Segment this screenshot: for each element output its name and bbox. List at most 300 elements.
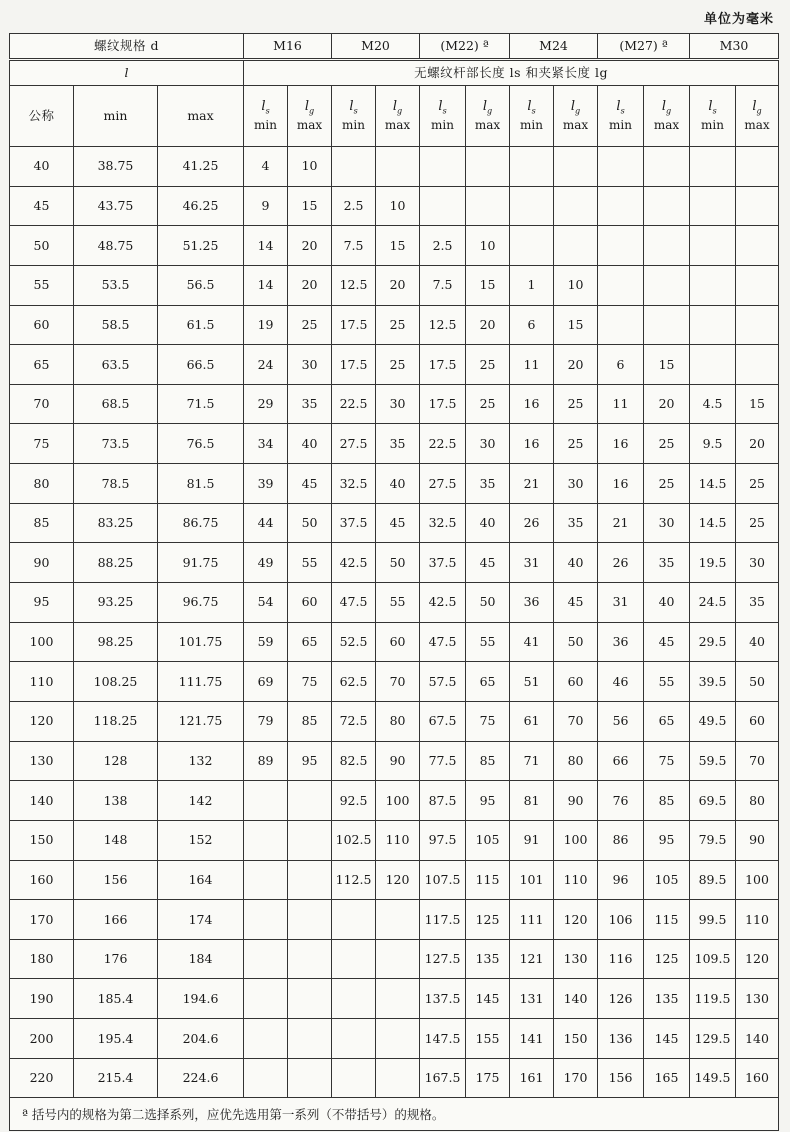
table-cell: 80 (554, 741, 598, 781)
table-cell: 51.25 (158, 226, 244, 266)
table-cell: 34 (244, 424, 288, 464)
min-header: min (74, 86, 158, 147)
table-cell: 195.4 (74, 1019, 158, 1059)
table-cell (466, 186, 510, 226)
limit-label: min (254, 117, 277, 132)
table-cell (288, 900, 332, 940)
table-cell (420, 147, 466, 187)
table-cell (644, 186, 690, 226)
table-cell: 9.5 (690, 424, 736, 464)
table-cell (244, 860, 288, 900)
table-cell: 30 (736, 543, 779, 583)
table-cell: 111 (510, 900, 554, 940)
table-cell: 15 (288, 186, 332, 226)
table-cell: 140 (10, 781, 74, 821)
table-cell: 69.5 (690, 781, 736, 821)
table-cell (376, 939, 420, 979)
length-symbol: $l_s$ (708, 99, 717, 116)
table-cell (644, 226, 690, 266)
table-cell: 100 (554, 820, 598, 860)
table-cell: 83.25 (74, 503, 158, 543)
table-cell: 127.5 (420, 939, 466, 979)
table-cell: 42.5 (420, 583, 466, 623)
table-cell: 147.5 (420, 1019, 466, 1059)
table-cell: 54 (244, 583, 288, 623)
table-cell: 71 (510, 741, 554, 781)
table-cell: 96.75 (158, 583, 244, 623)
table-cell: 58.5 (74, 305, 158, 345)
table-row (10, 583, 779, 623)
table-cell: 101.75 (158, 622, 244, 662)
table-cell: 135 (466, 939, 510, 979)
table-cell: 45 (10, 186, 74, 226)
table-cell: 98.25 (74, 622, 158, 662)
limit-label: max (653, 117, 680, 132)
table-cell: 60 (288, 583, 332, 623)
table-cell: 150 (10, 820, 74, 860)
table-cell: 109.5 (690, 939, 736, 979)
table-cell (690, 265, 736, 305)
table-cell: 90 (554, 781, 598, 821)
table-cell: 204.6 (158, 1019, 244, 1059)
table-cell (554, 147, 598, 187)
table-cell: 65 (10, 345, 74, 385)
table-cell: 95 (288, 741, 332, 781)
table-cell: 75 (10, 424, 74, 464)
table-cell: 65 (644, 701, 690, 741)
table-cell: 27.5 (332, 424, 376, 464)
table-cell: 70 (736, 741, 779, 781)
table-cell: 15 (554, 305, 598, 345)
table-cell (332, 939, 376, 979)
table-cell: 16 (510, 424, 554, 464)
table-cell: 149.5 (690, 1058, 736, 1098)
table-cell: 80 (10, 464, 74, 504)
table-cell (332, 900, 376, 940)
table-cell: 17.5 (420, 384, 466, 424)
table-cell (332, 1019, 376, 1059)
lg-max-header (736, 86, 779, 147)
table-cell: 40 (466, 503, 510, 543)
table-cell: 152 (158, 820, 244, 860)
table-cell (736, 226, 779, 266)
limit-label: max (296, 117, 323, 132)
table-cell: 53.5 (74, 265, 158, 305)
table-cell: 121.75 (158, 701, 244, 741)
table-cell: 51 (510, 662, 554, 702)
table-cell: 100 (10, 622, 74, 662)
table-cell: 26 (510, 503, 554, 543)
table-cell: 140 (736, 1019, 779, 1059)
table-row (10, 503, 779, 543)
table-cell: 26 (598, 543, 644, 583)
table-cell: 160 (10, 860, 74, 900)
table-cell: 111.75 (158, 662, 244, 702)
table-cell: 60 (376, 622, 420, 662)
table-cell (554, 226, 598, 266)
table-cell: 55 (644, 662, 690, 702)
footnote-row (10, 1098, 779, 1131)
table-cell: 95 (466, 781, 510, 821)
table-row (10, 186, 779, 226)
table-cell (598, 305, 644, 345)
table-cell: 80 (736, 781, 779, 821)
table-row (10, 900, 779, 940)
table-cell: 141 (510, 1019, 554, 1059)
table-cell: 61 (510, 701, 554, 741)
table-cell (244, 900, 288, 940)
table-cell: 194.6 (158, 979, 244, 1019)
table-cell: 16 (510, 384, 554, 424)
ls-min-header (332, 86, 376, 147)
table-cell: 63.5 (74, 345, 158, 385)
table-cell: 107.5 (420, 860, 466, 900)
table-row (10, 1058, 779, 1098)
table-cell: 120 (554, 900, 598, 940)
table-cell: 17.5 (332, 305, 376, 345)
table-cell: 96 (598, 860, 644, 900)
table-cell: 25 (554, 424, 598, 464)
table-cell: 9 (244, 186, 288, 226)
table-cell: 15 (466, 265, 510, 305)
table-cell: 185.4 (74, 979, 158, 1019)
table-cell: 19.5 (690, 543, 736, 583)
table-cell: 170 (10, 900, 74, 940)
table-cell: 137.5 (420, 979, 466, 1019)
table-cell: 21 (598, 503, 644, 543)
table-cell: 105 (466, 820, 510, 860)
table-row (10, 781, 779, 821)
table-cell: 120 (736, 939, 779, 979)
table-cell: 45 (644, 622, 690, 662)
table-cell: 60 (736, 701, 779, 741)
table-cell: 25 (376, 305, 420, 345)
table-cell: 65 (466, 662, 510, 702)
ls-min-header (598, 86, 644, 147)
table-cell: 85 (10, 503, 74, 543)
table-row (10, 622, 779, 662)
table-cell: 190 (10, 979, 74, 1019)
table-cell: 105 (644, 860, 690, 900)
table-cell: 142 (158, 781, 244, 821)
table-cell: 45 (288, 464, 332, 504)
lg-max-header (644, 86, 690, 147)
table-cell: 61.5 (158, 305, 244, 345)
length-symbol: $l_s$ (527, 99, 536, 116)
table-cell: 47.5 (420, 622, 466, 662)
table-cell (420, 186, 466, 226)
table-cell (288, 860, 332, 900)
table-row (10, 820, 779, 860)
table-cell: 36 (598, 622, 644, 662)
table-cell: 25 (376, 345, 420, 385)
table-cell: 14 (244, 265, 288, 305)
table-cell: 156 (598, 1058, 644, 1098)
table-cell: 50 (736, 662, 779, 702)
table-cell (736, 186, 779, 226)
table-cell: 167.5 (420, 1058, 466, 1098)
table-row (10, 265, 779, 305)
table-cell: 27.5 (420, 464, 466, 504)
table-cell: 89 (244, 741, 288, 781)
table-cell: 48.75 (74, 226, 158, 266)
table-cell (288, 781, 332, 821)
table-cell: 40 (288, 424, 332, 464)
table-cell: 120 (10, 701, 74, 741)
table-cell: 72.5 (332, 701, 376, 741)
table-cell (288, 1019, 332, 1059)
length-symbol: $l_s$ (438, 99, 447, 116)
length-symbol: $l_g$ (482, 99, 493, 116)
table-cell: 110 (736, 900, 779, 940)
table-cell: 20 (736, 424, 779, 464)
table-cell: 41 (510, 622, 554, 662)
table-cell: 215.4 (74, 1058, 158, 1098)
ls-min-header (420, 86, 466, 147)
table-cell: 47.5 (332, 583, 376, 623)
table-cell: 87.5 (420, 781, 466, 821)
table-cell: 75 (466, 701, 510, 741)
table-cell: 131 (510, 979, 554, 1019)
table-cell: 79.5 (690, 820, 736, 860)
table-cell: 148 (74, 820, 158, 860)
table-cell: 25 (466, 384, 510, 424)
table-cell: 35 (736, 583, 779, 623)
table-row (10, 701, 779, 741)
table-cell: 7.5 (332, 226, 376, 266)
length-symbol: $l_s$ (261, 99, 270, 116)
table-cell: 91 (510, 820, 554, 860)
table-cell: 56.5 (158, 265, 244, 305)
table-cell (598, 186, 644, 226)
table-cell: 20 (288, 226, 332, 266)
table-cell: 184 (158, 939, 244, 979)
table-cell: 15 (736, 384, 779, 424)
table-cell: 117.5 (420, 900, 466, 940)
length-title: 无螺纹杆部长度 ls 和夹紧长度 lg (244, 60, 779, 86)
table-row (10, 384, 779, 424)
table-cell: 49.5 (690, 701, 736, 741)
table-cell (244, 979, 288, 1019)
table-cell: 66 (598, 741, 644, 781)
table-cell: 32.5 (332, 464, 376, 504)
table-row (10, 226, 779, 266)
table-cell: 132 (158, 741, 244, 781)
table-cell: 30 (376, 384, 420, 424)
table-cell (244, 1058, 288, 1098)
table-cell: 15 (376, 226, 420, 266)
table-cell: 76.5 (158, 424, 244, 464)
table-cell: 50 (466, 583, 510, 623)
table-cell: 30 (554, 464, 598, 504)
table-cell (644, 265, 690, 305)
table-cell: 52.5 (332, 622, 376, 662)
table-row (10, 979, 779, 1019)
table-cell: 31 (598, 583, 644, 623)
table-cell: 85 (288, 701, 332, 741)
table-cell (288, 1058, 332, 1098)
table-cell: 79 (244, 701, 288, 741)
table-cell: 176 (74, 939, 158, 979)
table-cell: 20 (466, 305, 510, 345)
table-cell: 76 (598, 781, 644, 821)
table-cell: 138 (74, 781, 158, 821)
table-cell: 4 (244, 147, 288, 187)
table-cell (244, 820, 288, 860)
table-cell: 66.5 (158, 345, 244, 385)
table-cell: 12.5 (420, 305, 466, 345)
table-cell: 155 (466, 1019, 510, 1059)
table-cell (644, 147, 690, 187)
table-cell: 46.25 (158, 186, 244, 226)
table-cell: 36 (510, 583, 554, 623)
table-cell: 75 (644, 741, 690, 781)
table-cell: 95 (644, 820, 690, 860)
table-cell: 180 (10, 939, 74, 979)
table-cell: 40 (376, 464, 420, 504)
table-cell: 10 (376, 186, 420, 226)
table-row (10, 741, 779, 781)
table-cell: 35 (376, 424, 420, 464)
table-cell (288, 939, 332, 979)
table-cell: 46 (598, 662, 644, 702)
table-cell: 35 (466, 464, 510, 504)
table-cell: 42.5 (332, 543, 376, 583)
table-cell: 145 (644, 1019, 690, 1059)
table-cell: 90 (736, 820, 779, 860)
table-cell: 14.5 (690, 503, 736, 543)
lg-max-header (554, 86, 598, 147)
table-cell: 86 (598, 820, 644, 860)
lg-max-header (288, 86, 332, 147)
table-cell: 55 (376, 583, 420, 623)
table-cell: 85 (466, 741, 510, 781)
size-header: (M22) ª (420, 34, 510, 60)
table-cell (736, 345, 779, 385)
table-cell: 24.5 (690, 583, 736, 623)
table-row (10, 1019, 779, 1059)
table-cell: 1 (510, 265, 554, 305)
ls-min-header (244, 86, 288, 147)
table-cell: 118.25 (74, 701, 158, 741)
table-cell: 140 (554, 979, 598, 1019)
table-cell: 25 (736, 503, 779, 543)
table-cell: 55 (466, 622, 510, 662)
table-cell: 116 (598, 939, 644, 979)
table-cell: 165 (644, 1058, 690, 1098)
table-cell: 224.6 (158, 1058, 244, 1098)
table-cell: 170 (554, 1058, 598, 1098)
table-cell: 41.25 (158, 147, 244, 187)
table-cell (332, 979, 376, 1019)
table-row (10, 345, 779, 385)
table-cell (288, 820, 332, 860)
table-cell (736, 305, 779, 345)
table-cell: 50 (10, 226, 74, 266)
table-cell: 35 (644, 543, 690, 583)
limit-label: min (701, 117, 724, 132)
table-cell (736, 147, 779, 187)
limit-label: max (474, 117, 501, 132)
table-cell: 37.5 (420, 543, 466, 583)
table-cell (244, 1019, 288, 1059)
table-cell: 67.5 (420, 701, 466, 741)
table-cell: 10 (466, 226, 510, 266)
table-cell: 59 (244, 622, 288, 662)
length-symbol: $l_g$ (661, 99, 672, 116)
size-header: M20 (332, 34, 420, 60)
table-row (10, 543, 779, 583)
table-cell: 119.5 (690, 979, 736, 1019)
table-cell: 45 (466, 543, 510, 583)
table-cell: 40 (10, 147, 74, 187)
table-cell: 130 (10, 741, 74, 781)
table-cell: 106 (598, 900, 644, 940)
table-cell: 25 (736, 464, 779, 504)
table-cell: 25 (644, 424, 690, 464)
table-cell: 78.5 (74, 464, 158, 504)
table-cell (598, 147, 644, 187)
table-cell: 125 (644, 939, 690, 979)
table-cell: 220 (10, 1058, 74, 1098)
table-cell: 12.5 (332, 265, 376, 305)
table-cell: 86.75 (158, 503, 244, 543)
table-cell: 39 (244, 464, 288, 504)
table-cell: 175 (466, 1058, 510, 1098)
table-cell: 49 (244, 543, 288, 583)
table-cell: 10 (554, 265, 598, 305)
table-cell: 115 (466, 860, 510, 900)
table-cell (690, 305, 736, 345)
table-cell: 102.5 (332, 820, 376, 860)
table-cell: 15 (644, 345, 690, 385)
table-cell: 35 (288, 384, 332, 424)
table-cell: 57.5 (420, 662, 466, 702)
table-cell: 30 (466, 424, 510, 464)
size-header: (M27) ª (598, 34, 690, 60)
table-cell: 90 (10, 543, 74, 583)
table-cell: 92.5 (332, 781, 376, 821)
table-cell: 97.5 (420, 820, 466, 860)
header-row-columns (10, 86, 779, 147)
table-cell: 77.5 (420, 741, 466, 781)
table-cell: 120 (376, 860, 420, 900)
table-cell: 68.5 (74, 384, 158, 424)
table-cell: 50 (554, 622, 598, 662)
table-cell: 80 (376, 701, 420, 741)
table-cell: 110 (376, 820, 420, 860)
table-cell (510, 226, 554, 266)
table-row (10, 662, 779, 702)
table-cell: 40 (644, 583, 690, 623)
table-cell (332, 1058, 376, 1098)
table-cell: 10 (288, 147, 332, 187)
table-cell: 24 (244, 345, 288, 385)
header-row-sizes (10, 34, 779, 60)
table-cell: 110 (10, 662, 74, 702)
table-cell (690, 147, 736, 187)
table-cell (332, 147, 376, 187)
table-cell: 73.5 (74, 424, 158, 464)
l-label: l (10, 60, 244, 86)
table-cell: 200 (10, 1019, 74, 1059)
limit-label: max (384, 117, 411, 132)
table-cell: 88.25 (74, 543, 158, 583)
table-cell: 100 (736, 860, 779, 900)
table-cell (690, 226, 736, 266)
table-cell: 81.5 (158, 464, 244, 504)
table-cell: 25 (554, 384, 598, 424)
